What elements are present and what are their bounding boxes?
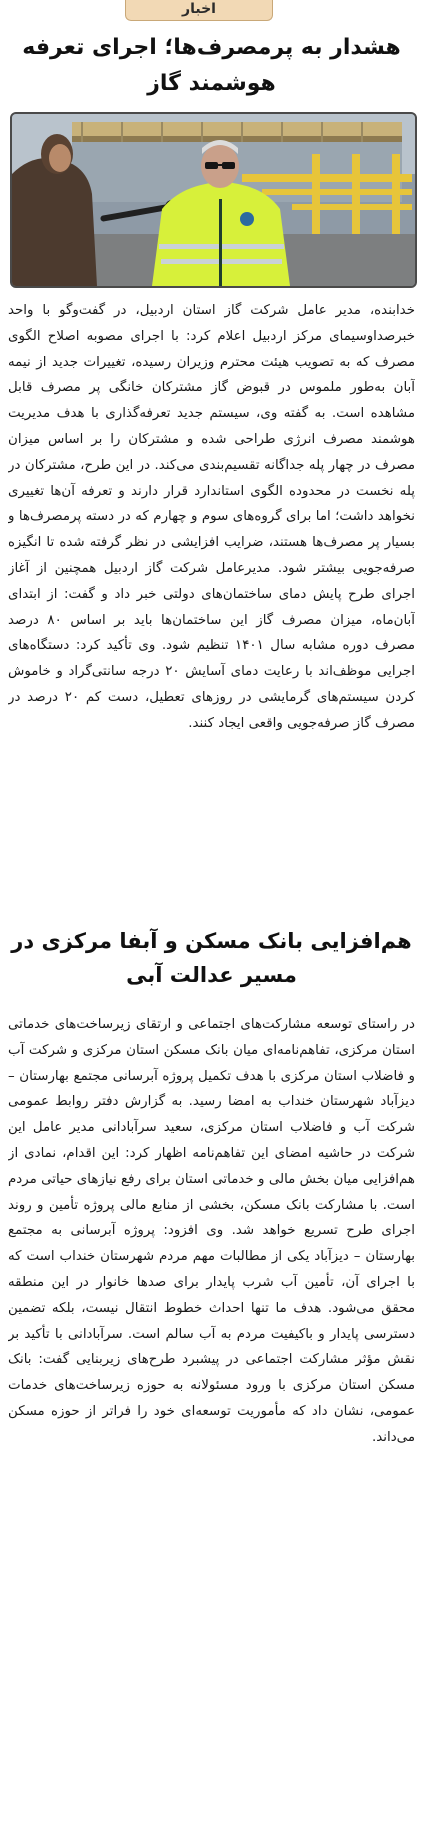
section-tag: اخبار [125, 0, 273, 21]
article-1-photo [10, 112, 417, 288]
article-2-headline: هم‌افزایی بانک مسکن و آبفا مرکزی در مسیر عدالت آبی [11, 929, 412, 987]
reporter-interview-photo-icon [12, 114, 415, 286]
article-1-headline: هشدار به پرمصرف‌ها؛ اجرای تعرفه هوشمند گاز [22, 35, 401, 96]
article-1-paragraph: خدابنده، مدیر عامل شرکت گاز استان اردبیل، در گفت‌وگو با واحد خبرصداوسیمای مرکز اردبیل اعلام کرد: با اجرای مصوبه اصلاح الگوی مصرف که به تصویب هیئت محترم وزیران رسیده، تغییرات جدید از نیمه آبان به‌طور ملموس در قبوض گاز مشترکان خانگی پر مصرف قابل مشاهده است. به گفته وی، سیستم جدید تعرفه‌گذاری با هدف مدیریت هوشمند مصرف انرژی طراحی شده و مشترکان را بر اساس میزان مصرف در چهار پله جداگانه تقسیم‌بندی می‌کند. در این طرح، مشترکان در پله نخست در محدوده الگوی استاندارد قرار دارند و تعرفه آن‌ها تغییری نخواهد داشت؛ اما برای گروه‌های سوم و چهارم که در دسته پرمصرف‌ها و بسیار پر مصرف‌ها هستند، ضرایب افزایشی در نظر گرفته شده تا انگیزه صرفه‌جویی بیشتر شود. مدیرعامل شرکت گاز اردبیل همچنین از آغاز اجرای طرح پایش دمای ساختمان‌های دولتی خبر داد و گفت: از ابتدای آبان‌ماه، میزان مصرف گاز این ساختمان‌ها باید بر اساس ۸۰ درصد مصرف دوره مشابه سال ۱۴۰۱ تنظیم شود. وی تأکید کرد: دستگاه‌های اجرایی موظف‌اند با رعایت دمای آسایش ۲۰ درجه سانتی‌گراد و خاموش کردن سیستم‌های گرمایشی در روزهای تعطیل، دست کم ۲۰ درصد در مصرف گاز صرفه‌جویی واقعی ایجاد کنند. [8, 303, 415, 731]
article-1-body [8, 298, 415, 888]
article-2-body [8, 1012, 415, 1832]
article-2-paragraph: در راستای توسعه مشارکت‌های اجتماعی و ارتقای زیرساخت‌های خدماتی استان مرکزی، تفاهم‌نامه‌ای میان بانک مسکن استان مرکزی و شرکت آب و فاضلاب استان مرکزی با هدف تکمیل پروژه آبرسانی مجتمع بهارستان – دیزآباد شهرستان خنداب به امضا رسید. به گزارش دفتر روابط عمومی شرکت آب و فاضلاب استان مرکزی، سعید سرآبادانی مدیر عامل این شرکت در حاشیه امضای این تفاهم‌نامه اظهار کرد: این اقدام، نمادی از هم‌افزایی میان بخش مالی و خدماتی استان برای رفع نیازهای حیاتی مردم است. با مشارکت بانک مسکن، بخشی از منابع مالی پروژه تأمین و روند اجرای طرح تسریع خواهد شد. وی افزود: پروژه آبرسانی به مجتمع بهارستان – دیزآباد یکی از مطالبات مهم مردم شهرستان خنداب است که با اجرای آن، تأمین آب شرب پایدار برای صدها خانوار در این منطقه محقق می‌شود. هدف ما تنها احداث خطوط انتقال نیست، بلکه تضمین دسترسی پایدار و باکیفیت مردم به آب سالم است. سرآبادانی با تأکید بر نقش مؤثر مشارکت اجتماعی در پیشبرد طرح‌های زیربنایی گفت: بانک مسکن استان مرکزی با ورود مسئولانه به حوزه زیرساخت‌های خدمات عمومی، نشان داد که مأموریت توسعه‌ای خود را فراتر از حوزه مسکن می‌داند. [8, 1017, 415, 1445]
